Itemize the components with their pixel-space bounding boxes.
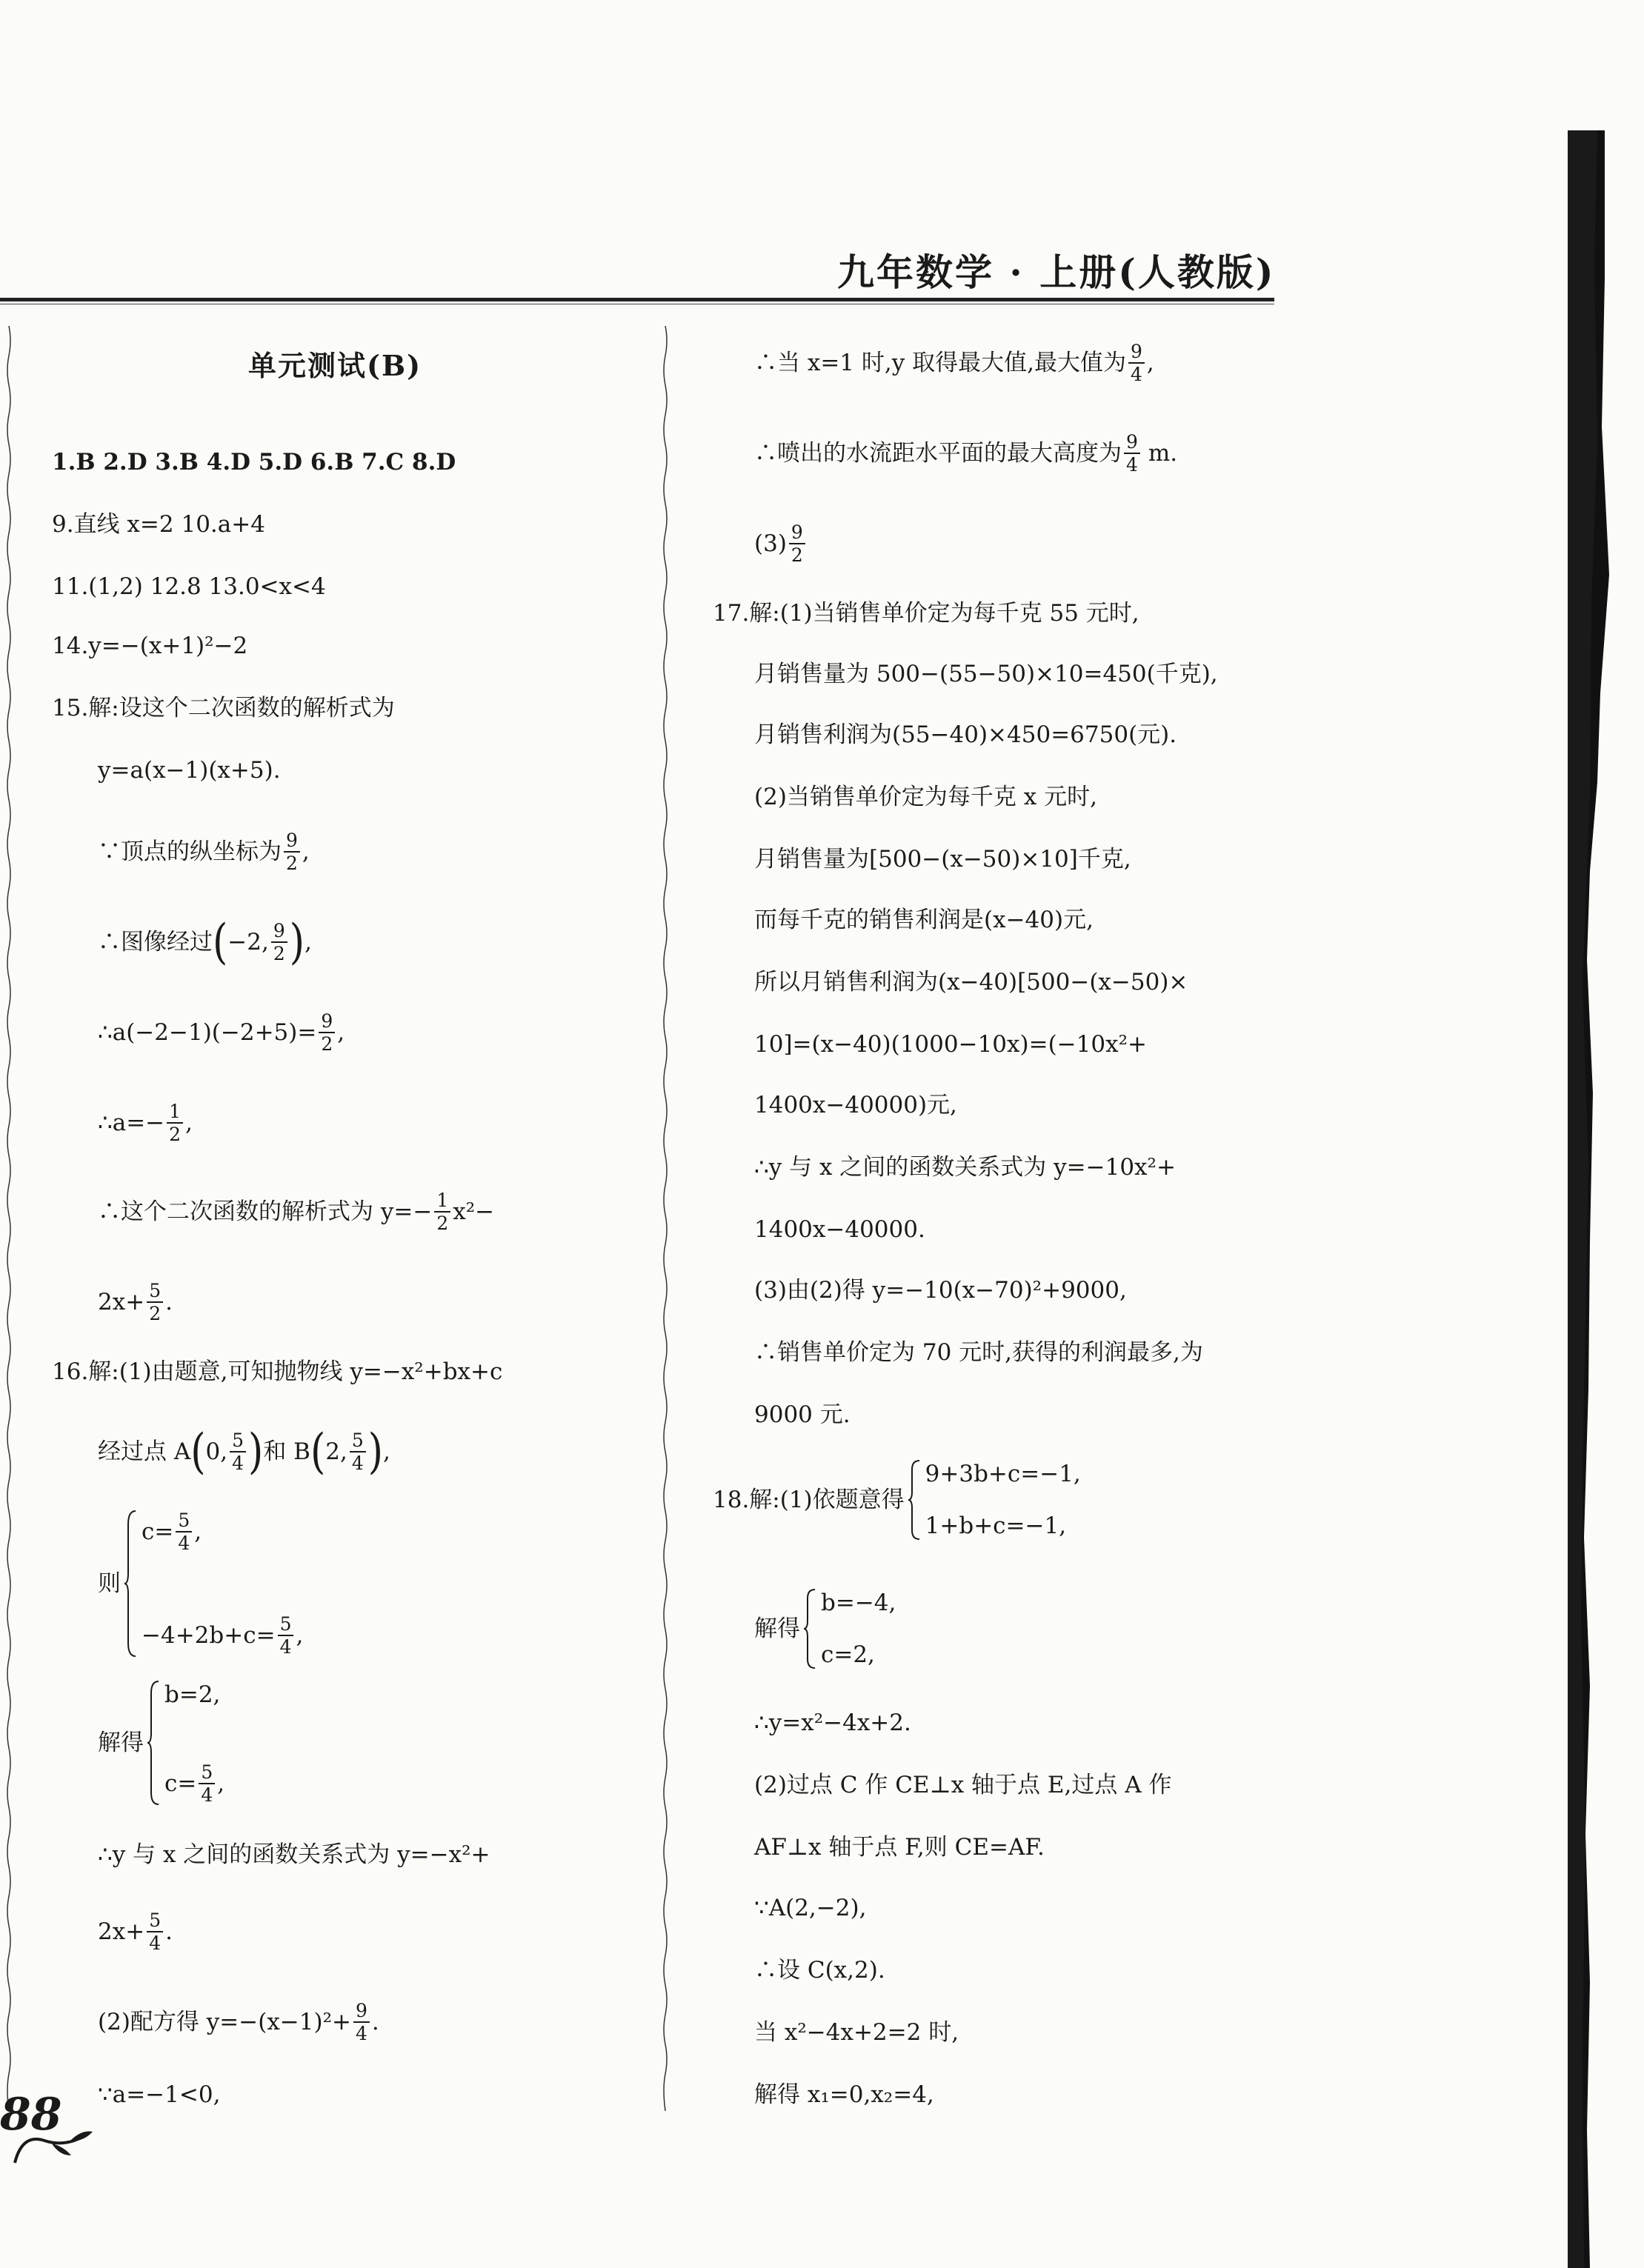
- answer-text: ∴a(−2−1)(−2+5)=: [98, 1019, 317, 1046]
- answer-line: [52, 572, 326, 601]
- answer-line: [98, 914, 312, 970]
- answer-text: (2)当销售单价定为每千克 x 元时,: [754, 784, 1097, 810]
- answer-line: [754, 1338, 1203, 1367]
- answer-text: ,: [1146, 350, 1154, 376]
- answer-line: [754, 431, 1177, 476]
- answer-line: [98, 1010, 345, 1055]
- answer-text: 2x+: [98, 1289, 145, 1315]
- answer-line: [754, 1955, 885, 1985]
- system-row: −4+2b+c= $\frac{5}{4}$ ,: [142, 1613, 304, 1658]
- answer-line: [754, 1832, 1045, 1862]
- answer-text: ∴a=−: [98, 1110, 165, 1136]
- answer-line: [754, 1090, 957, 1120]
- page-number-text: 88: [0, 2089, 62, 2141]
- answer-text: .: [371, 2009, 379, 2035]
- answer-line: [52, 510, 265, 539]
- answer-line: [754, 844, 1131, 874]
- answer-text: 月销售量为 500−(55−50)×10=450(千克),: [754, 661, 1218, 687]
- system-label: 则: [98, 1570, 121, 1597]
- system-row: 1+b+c=−1,: [925, 1512, 1067, 1539]
- fraction: $\frac{5}{2}$: [147, 1280, 163, 1324]
- page-header-title: 九年数学 · 上册(人教版): [837, 250, 1276, 294]
- answer-text: ∴喷出的水流距水平面的最大高度为: [754, 440, 1122, 467]
- fraction: $\frac{9}{4}$: [1124, 431, 1140, 476]
- answer-text: (3)由(2)得 y=−10(x−70)²+9000,: [754, 1277, 1127, 1304]
- answer-line: [98, 2000, 379, 2044]
- answer-line: [713, 598, 1139, 628]
- answer-text: 2x+: [98, 1918, 145, 1945]
- answer-line: [52, 1357, 502, 1387]
- answer-text: ∴这个二次函数的解析式为 y=−: [98, 1198, 433, 1225]
- answer-line: [754, 1215, 925, 1244]
- answer-text: 17.解:(1)当销售单价定为每千克 55 元时,: [713, 600, 1139, 627]
- fraction: $\frac{1}{2}$: [434, 1190, 450, 1234]
- answer-line: [754, 659, 1218, 689]
- paren-close: ): [248, 1424, 264, 1480]
- answer-text: ∴设 C(x,2).: [754, 1957, 885, 1984]
- fraction: $\frac{5}{4}$: [350, 1430, 366, 1474]
- brace-icon: [124, 1510, 137, 1658]
- system-label: 18.解:(1)依题意得: [713, 1487, 905, 1513]
- answer-text: ∵顶点的纵坐标为: [98, 838, 282, 865]
- answer-text: .: [165, 1918, 173, 1945]
- system-row: c= $\frac{5}{4}$ ,: [164, 1761, 225, 1806]
- fraction: $\frac{9}{4}$: [353, 2000, 370, 2044]
- answer-text: ∴y=x²−4x+2.: [754, 1710, 911, 1736]
- answer-text: 15.解:设这个二次函数的解析式为: [52, 695, 395, 721]
- answer-text: ∵a=−1<0,: [98, 2081, 221, 2108]
- fraction: $\frac{9}{2}$: [284, 830, 300, 874]
- answer-line: [52, 693, 395, 723]
- answer-text: (2)过点 C 作 CE⊥x 轴于点 E,过点 A 作: [754, 1772, 1172, 1798]
- answer-text: AF⊥x 轴于点 F,则 CE=AF.: [754, 1834, 1045, 1861]
- answer-text: (3): [754, 530, 787, 557]
- answer-text: 14.y=−(x+1)²−2: [52, 633, 248, 659]
- paren-open: (: [310, 1424, 326, 1480]
- answer-text: (2)配方得 y=−(x−1)²+: [98, 2009, 351, 2035]
- left-margin-divider: [6, 326, 12, 2111]
- answer-line: [754, 782, 1097, 812]
- answer-line: [98, 1280, 173, 1324]
- answer-line: [754, 2080, 934, 2109]
- answer-text: ,: [304, 929, 312, 955]
- answer-text: y=a(x−1)(x+5).: [98, 757, 281, 784]
- equation-system: [713, 1459, 1081, 1541]
- answer-line: [754, 720, 1177, 750]
- answer-line: [754, 1893, 866, 1923]
- fraction: $\frac{1}{2}$: [167, 1101, 183, 1145]
- answer-line: [98, 756, 281, 785]
- fraction: $\frac{9}{2}$: [789, 521, 805, 566]
- answer-text: 和 B: [263, 1438, 310, 1465]
- answer-line: [754, 1708, 911, 1738]
- answer-text: .: [165, 1289, 173, 1315]
- system-row: b=2,: [164, 1681, 221, 1708]
- answer-text: 9000 元.: [754, 1401, 851, 1428]
- answer-line: [52, 447, 456, 477]
- answer-text: ∴y 与 x 之间的函数关系式为 y=−x²+: [98, 1841, 490, 1868]
- paren-close: ): [367, 1424, 384, 1480]
- paren-close: ): [289, 914, 305, 970]
- answer-text: ,: [302, 838, 310, 865]
- fraction: $\frac{9}{2}$: [319, 1010, 335, 1055]
- answer-text: x²−: [453, 1198, 495, 1225]
- fraction: $\frac{9}{4}$: [1128, 341, 1145, 385]
- system-row: b=−4,: [821, 1590, 896, 1616]
- answer-text: m.: [1148, 440, 1178, 467]
- answer-line: [754, 341, 1154, 385]
- answer-line: [754, 1275, 1127, 1305]
- answer-line: [98, 1190, 494, 1234]
- answer-text: 0,: [205, 1438, 228, 1465]
- fraction: $\frac{5}{4}$: [147, 1910, 163, 1954]
- answer-text: ∵A(2,−2),: [754, 1895, 867, 1921]
- answer-text: ,: [337, 1019, 345, 1046]
- paren-open: (: [190, 1424, 206, 1480]
- answer-line: [98, 1840, 490, 1870]
- answer-line: [98, 1424, 390, 1480]
- answer-line: [754, 521, 808, 566]
- answer-line: [98, 1101, 193, 1145]
- answer-line: [98, 1910, 173, 1954]
- answer-text: ,: [185, 1110, 193, 1136]
- answer-text: ∴图像经过: [98, 929, 213, 955]
- brace-icon: [908, 1459, 921, 1541]
- answer-line: [754, 1770, 1171, 1800]
- answer-text: 而每千克的销售利润是(x−40)元,: [754, 907, 1094, 933]
- header-rule: [0, 298, 1274, 301]
- section-title: 单元测试(B): [248, 349, 422, 382]
- answer-text: ∴销售单价定为 70 元时,获得的利润最多,为: [754, 1339, 1203, 1366]
- equation-system: [98, 1510, 303, 1658]
- answer-text: −2,: [227, 929, 269, 955]
- answer-text: 月销售量为[500−(x−50)×10]千克,: [754, 846, 1131, 873]
- answer-line: [754, 2018, 959, 2047]
- system-row: c= $\frac{5}{4}$ ,: [142, 1510, 202, 1554]
- answer-text: 当 x²−4x+2=2 时,: [754, 2019, 959, 2046]
- page-number: [0, 2089, 119, 2170]
- answer-text: 2,: [325, 1438, 347, 1465]
- answer-text: 1400x−40000.: [754, 1216, 925, 1243]
- answer-line: [754, 967, 1188, 997]
- system-row: c=2,: [821, 1641, 875, 1668]
- paren-open: (: [213, 914, 228, 970]
- answer-text: 经过点 A: [98, 1438, 191, 1465]
- answer-text: 16.解:(1)由题意,可知抛物线 y=−x²+bx+c: [52, 1358, 503, 1385]
- brace-icon: [147, 1680, 160, 1806]
- fraction: $\frac{5}{4}$: [230, 1430, 246, 1474]
- system-row: 9+3b+c=−1,: [925, 1461, 1081, 1487]
- answer-line: [754, 1400, 851, 1430]
- answer-text: 9.直线 x=2 10.a+4: [52, 511, 265, 538]
- answer-line: [754, 905, 1094, 935]
- equation-system: [98, 1680, 224, 1806]
- answer-line: [754, 1153, 1176, 1182]
- system-label: 解得: [98, 1730, 144, 1756]
- answer-text: 11.(1,2) 12.8 13.0<x<4: [52, 573, 326, 600]
- answer-text: ∴当 x=1 时,y 取得最大值,最大值为: [754, 350, 1126, 376]
- equation-system: [754, 1588, 896, 1670]
- answer-line: [98, 830, 310, 874]
- answer-text: 所以月销售利润为(x−40)[500−(x−50)×: [754, 969, 1188, 995]
- torn-page-edge: [1568, 130, 1644, 2268]
- answer-text: ∴y 与 x 之间的函数关系式为 y=−10x²+: [754, 1154, 1176, 1181]
- answer-line: [52, 631, 247, 661]
- fraction: $\frac{9}{2}$: [271, 920, 287, 964]
- answer-text: ,: [383, 1438, 390, 1465]
- answer-text: 1.B 2.D 3.B 4.D 5.D 6.B 7.C 8.D: [52, 449, 456, 476]
- answer-line: [754, 1030, 1147, 1059]
- brace-icon: [803, 1588, 816, 1670]
- answer-text: 1400x−40000)元,: [754, 1092, 957, 1118]
- answer-text: 解得 x₁=0,x₂=4,: [754, 2081, 934, 2108]
- system-label: 解得: [754, 1615, 800, 1642]
- answer-text: 10]=(x−40)(1000−10x)=(−10x²+: [754, 1031, 1147, 1058]
- center-column-divider: [662, 326, 668, 2111]
- answer-text: 月销售利润为(55−40)×450=6750(元).: [754, 721, 1177, 748]
